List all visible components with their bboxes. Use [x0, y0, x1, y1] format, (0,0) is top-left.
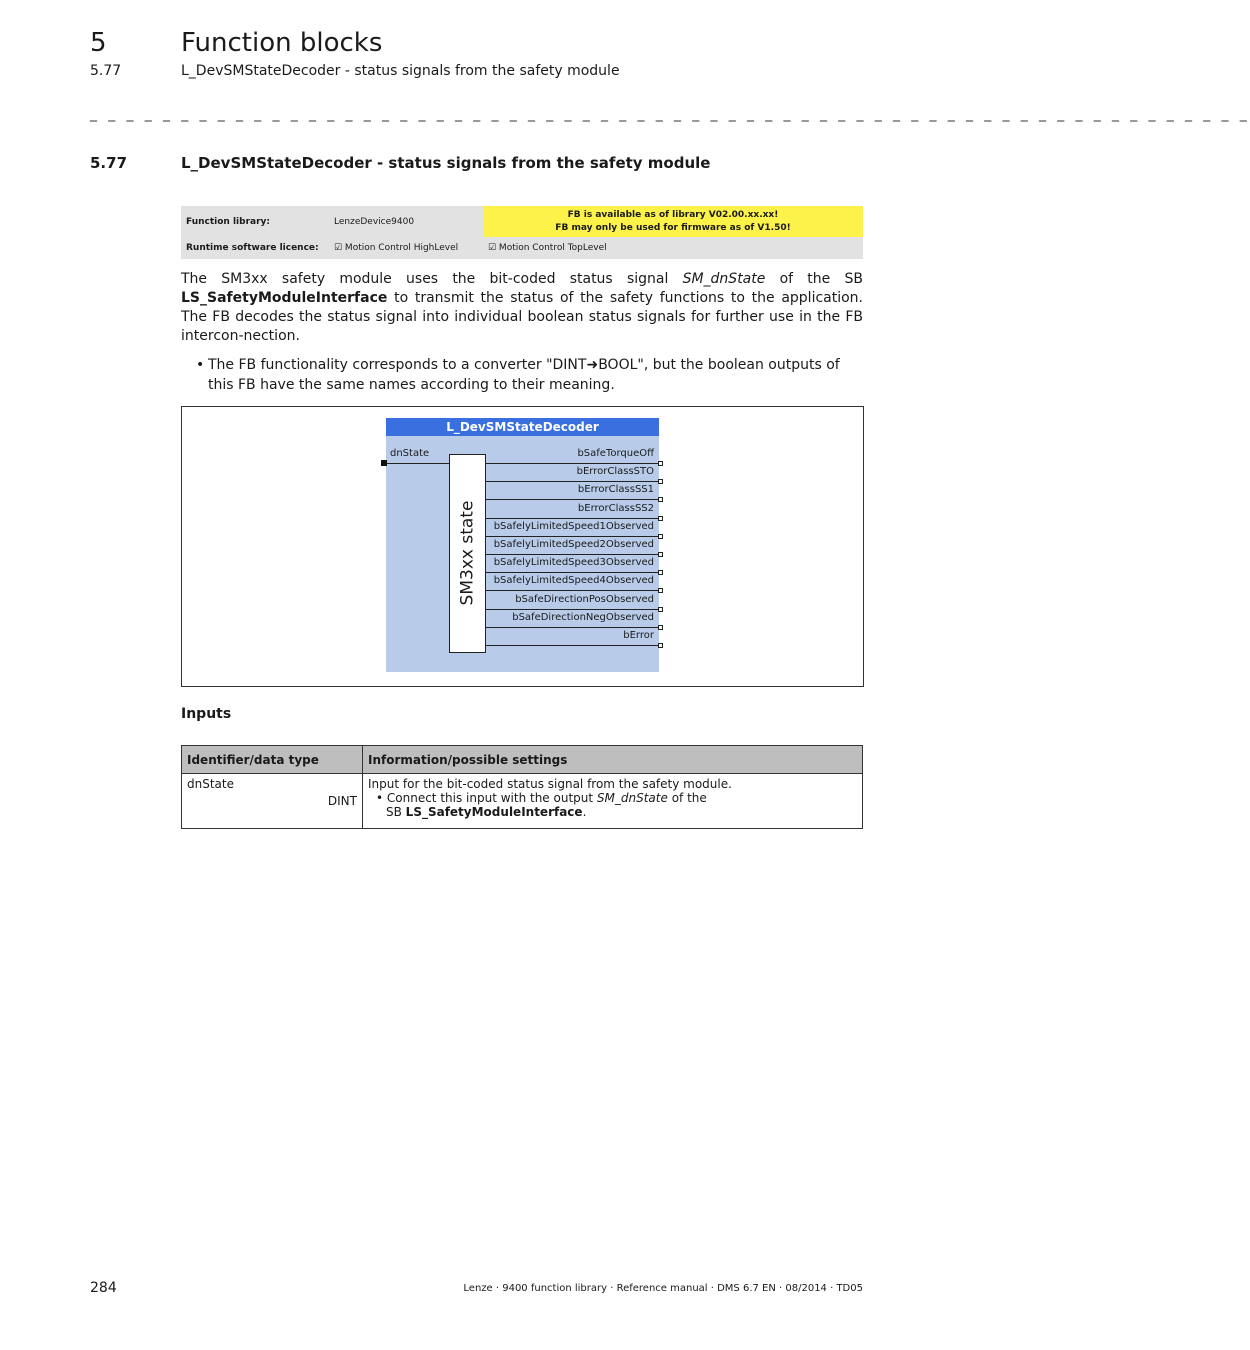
availability-note: [483, 206, 863, 237]
input-label: dnState: [390, 448, 430, 459]
output-label: bErrorClassSS1: [577, 484, 654, 496]
output-label: bSafeTorqueOff: [577, 448, 654, 459]
output-label: bErrorClassSTO: [576, 466, 654, 478]
p1-text-b: of the SB: [765, 271, 863, 287]
info-bullet-c: SB: [386, 805, 406, 819]
bullet-text-a: The FB functionality corresponds to a converter "DINT: [208, 357, 587, 373]
output-terminal: [658, 497, 663, 502]
col-identifier: Identifier/data type: [182, 746, 363, 774]
output-terminal: [658, 534, 663, 539]
output-label: bSafelyLimitedSpeed2Observed: [493, 539, 654, 550]
output-terminal: [658, 516, 663, 521]
header-section-title: L_DevSMStateDecoder - status signals from the safety module: [181, 63, 620, 79]
output-terminal: [658, 570, 663, 575]
information-bullet-cont: [368, 805, 857, 819]
output-label: bSafelyLimitedSpeed3Observed: [493, 557, 654, 569]
chapter-title: Function blocks: [181, 28, 383, 58]
p1-signal: SM_dnState: [682, 271, 766, 287]
page-number: 284: [90, 1280, 117, 1296]
output-terminal: [658, 625, 663, 630]
info-bullet-d: .: [582, 805, 587, 819]
bullet-text-b: BOOL", but the boolean outputs of this FB have the same names according to their meaning.: [208, 357, 840, 393]
output-line: [486, 572, 659, 573]
output-line: [486, 481, 659, 482]
output-terminal: [658, 552, 663, 557]
identifier-name: dnState: [187, 777, 234, 791]
output-label: bSafelyLimitedSpeed1Observed: [493, 520, 654, 532]
function-block-title: L_DevSMStateDecoder: [386, 418, 659, 436]
arrow-icon: ➜: [586, 357, 599, 373]
inputs-table: [181, 745, 863, 829]
library-info-table: [181, 206, 863, 259]
bullet-dot: •: [196, 357, 205, 373]
output-line: [486, 499, 659, 500]
info-bullet-sb: LS_SafetyModuleInterface: [405, 805, 583, 819]
output-line: [486, 609, 659, 610]
licence-toplevel: ☑ Motion Control TopLevel: [483, 237, 863, 259]
info-bullet-a: • Connect this input with the output: [376, 791, 597, 805]
output-label: bError: [623, 630, 654, 641]
bullet-text: [208, 355, 863, 395]
output-line: [486, 590, 659, 591]
header-section-number: 5.77: [90, 63, 122, 79]
section-title: L_DevSMStateDecoder - status signals from the safety module: [181, 154, 711, 172]
output-line: [486, 518, 659, 519]
function-library-label: Function library:: [181, 206, 329, 237]
output-terminal: [658, 479, 663, 484]
function-library-value: LenzeDevice9400: [329, 206, 483, 237]
output-label: bSafeDirectionPosObserved: [515, 593, 654, 605]
footer-text: Lenze · 9400 function library · Reference manual · DMS 6.7 EN · 08/2014 · TD05: [463, 1283, 863, 1294]
info-bullet-b: of the: [667, 791, 707, 805]
output-line: [486, 463, 659, 464]
col-information: Information/possible settings: [363, 746, 863, 774]
description-paragraph: [181, 270, 863, 346]
identifier-cell: [182, 774, 363, 829]
output-line: [486, 554, 659, 555]
licence-highlevel: ☑ Motion Control HighLevel: [329, 237, 483, 259]
input-terminal: [381, 460, 387, 466]
information-bullet: [368, 791, 857, 805]
input-line: [386, 463, 449, 464]
output-terminal: [658, 461, 663, 466]
output-label: bErrorClassSS2: [577, 502, 654, 514]
header-separator: _ _ _ _ _ _ _ _ _ _ _ _ _ _ _ _ _ _ _ _ _ _ _ _ _ _ _ _ _ _ _ _ _ _ _ _ _ _ _ _ _ _ _ _ _ _ _ _ _ _ _ _ _ _ _ _ _ _ _ _ _ _ _ _: [90, 106, 1250, 122]
inputs-heading: Inputs: [181, 706, 232, 722]
output-line: [486, 645, 659, 646]
output-line: [486, 536, 659, 537]
table-row: [182, 774, 863, 829]
p1-system-block: LS_SafetyModuleInterface: [181, 290, 388, 306]
p1-text-c: to transmit the status of the safety functions to the application. The FB decodes the status signal into individual boolean status signals for further use in the FB intercon-nection.: [181, 290, 863, 344]
output-terminal: [658, 588, 663, 593]
identifier-type: DINT: [327, 794, 357, 808]
availability-note-line2: FB may only be used for firmware as of V1.50!: [555, 222, 791, 233]
p1-text-a: The SM3xx safety module uses the bit-coded status signal: [181, 271, 683, 287]
information-cell: [363, 774, 863, 829]
information-text: Input for the bit-coded status signal from the safety module.: [368, 777, 732, 791]
output-line: [486, 627, 659, 628]
section-number: 5.77: [90, 154, 128, 172]
decoder-label: SM3xx state: [457, 500, 478, 606]
output-terminal: [658, 607, 663, 612]
chapter-number: 5: [90, 28, 107, 58]
output-label: bSafeDirectionNegObserved: [512, 611, 654, 623]
availability-note-line1: FB is available as of library V02.00.xx.xx!: [567, 209, 779, 220]
info-bullet-signal: SM_dnState: [596, 791, 668, 805]
output-label: bSafelyLimitedSpeed4Observed: [493, 575, 654, 587]
output-terminal: [658, 643, 663, 648]
licence-label: Runtime software licence:: [181, 237, 329, 259]
